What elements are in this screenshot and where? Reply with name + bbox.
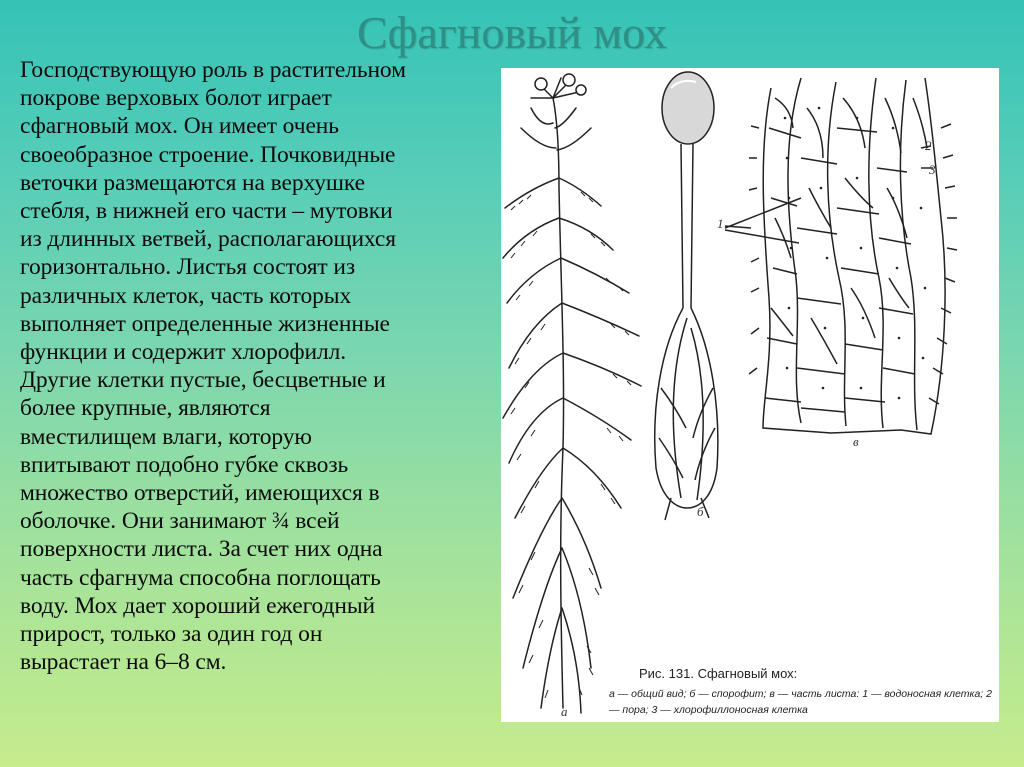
paragraph-line: часть сфагнума способна поглощать bbox=[20, 564, 381, 591]
paragraph-line: функции и содержит хлорофилл. bbox=[20, 339, 346, 366]
paragraph-line: горизонтально. Листья состоят из bbox=[20, 254, 356, 281]
figure-label-a: а bbox=[561, 704, 568, 719]
figure-label-b: б bbox=[697, 504, 704, 519]
paragraph-line: покрове верховых болот играет bbox=[20, 85, 332, 112]
slide-title: Сфагновый мох bbox=[356, 7, 668, 58]
figure-label-3: 3 bbox=[929, 162, 936, 177]
paragraph-line: выполняет определенные жизненные bbox=[20, 310, 390, 337]
paragraph-line: множество отверстий, имеющихся в bbox=[20, 480, 380, 507]
figure-caption-text: а — общий вид; б — спорофит; в — часть листа: 1 — водоносная клетка; 2 — пора; 3 — хлорофиллоносная клетка bbox=[609, 688, 992, 716]
paragraph-line: впитывают подобно губке сквозь bbox=[20, 451, 349, 478]
paragraph-line: из длинных ветвей, располагающихся bbox=[20, 226, 396, 253]
paragraph-line: различных клеток, часть которых bbox=[20, 282, 352, 309]
paragraph-line: поверхности листа. За счет них одна bbox=[20, 536, 383, 563]
figure-caption bbox=[609, 665, 994, 718]
leaf-cells-drawing bbox=[725, 78, 957, 434]
paragraph-line: воду. Мох дает хороший ежегодный bbox=[20, 592, 376, 619]
paragraph-line: Господствующую роль в растительном bbox=[20, 57, 406, 83]
figure-label-2: 2 bbox=[925, 138, 932, 153]
paragraph-line: сфагновый мох. Он имеет очень bbox=[20, 113, 339, 140]
figure-label-1: 1 bbox=[717, 216, 724, 231]
paragraph-line: Другие клетки пустые, бесцветные и bbox=[20, 367, 386, 394]
moss-figure bbox=[501, 68, 999, 722]
moss-illustration bbox=[501, 68, 999, 722]
paragraph-line: прирост, только за один год он bbox=[20, 621, 323, 648]
paragraph-line: вырастает на 6–8 см. bbox=[20, 649, 227, 676]
sporophyte-drawing bbox=[655, 72, 718, 520]
slide-paragraph bbox=[20, 56, 498, 676]
paragraph-line: веточки размещаются на верхушке bbox=[20, 169, 365, 196]
figure-label-v: в bbox=[853, 434, 859, 449]
moss-plant-leaf-texture bbox=[511, 192, 631, 698]
paragraph-line: вместилищем влаги, которую bbox=[20, 423, 312, 450]
leaf-cells-pores bbox=[784, 107, 927, 400]
paragraph-line: своеобразное строение. Почковидные bbox=[20, 141, 396, 168]
moss-plant-drawing bbox=[503, 74, 641, 713]
paragraph-line: оболочке. Они занимают ¾ всей bbox=[20, 508, 340, 535]
figure-caption-title: Рис. 131. Сфагновый мох: bbox=[639, 666, 798, 681]
paragraph-line: более крупные, являются bbox=[20, 395, 271, 422]
paragraph-line: стебля, в нижней его части – мутовки bbox=[20, 198, 393, 225]
